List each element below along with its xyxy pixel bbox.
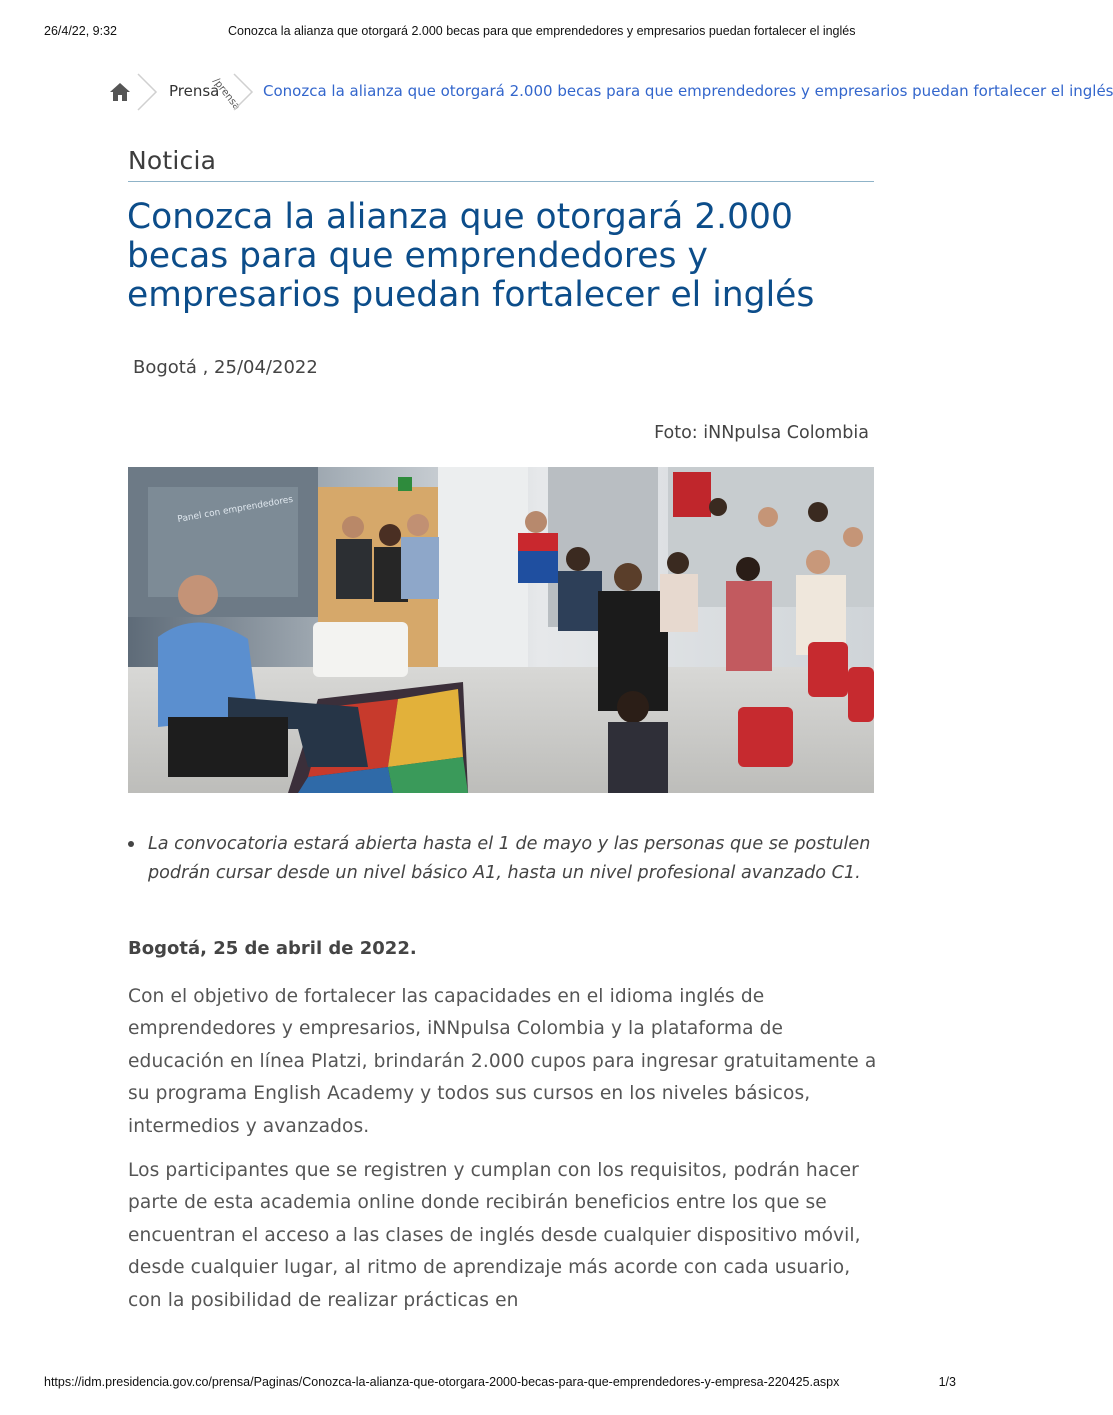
summary-text: La convocatoria estará abierta hasta el 1 de mayo y las personas que se postulen podrán cursar desde un nivel básico A1, hasta un nivel profesional avanzado C1. bbox=[148, 834, 871, 883]
article-lead: Bogotá, 25 de abril de 2022. bbox=[128, 938, 417, 959]
bullet-icon bbox=[128, 841, 134, 847]
article-dateline: Bogotá , 25/04/2022 bbox=[133, 357, 318, 378]
article-paragraph: Los participantes que se registren y cumplan con los requisitos, podrán hacer parte de esta academia online donde recibirán beneficios entre los que se encuentran el acceso a las clases de inglés desde cualquier dispositivo móvil, desde cualquier lugar, al ritmo de aprendizaje más acorde con cada usuario, con la posibilidad de realizar prácticas en bbox=[128, 1160, 861, 1311]
article-summary-list bbox=[128, 830, 874, 887]
print-url: https://idm.presidencia.gov.co/prensa/Paginas/Conozca-la-alianza-que-otorgara-2000-becas-para-que-emprendedores-y-empresa-220425.aspx bbox=[44, 1375, 840, 1389]
slide-text: Panel con emprendedores bbox=[176, 494, 294, 525]
print-page-title: Conozca la alianza que otorgará 2.000 becas para que emprendedores y empresarios puedan fortalecer el inglés bbox=[228, 24, 856, 38]
home-icon[interactable] bbox=[108, 80, 132, 104]
print-footer bbox=[44, 1375, 956, 1393]
article-title: Conozca la alianza que otorgará 2.000 becas para que emprendedores y empresarios puedan fortalecer el inglés bbox=[127, 197, 815, 315]
section-divider bbox=[128, 181, 874, 182]
breadcrumb-link-prensa[interactable]: Prensa bbox=[169, 82, 220, 100]
article-paragraph: Con el objetivo de fortalecer las capacidades en el idioma inglés de emprendedores y empresarios, iNNpulsa Colombia y la plataforma de educación en línea Platzi, brindarán 2.000 cupos para ingresar gratuitamente a su programa English Academy y todos sus cursos en los niveles básicos, intermedios y avanzados. bbox=[128, 986, 877, 1137]
print-datetime: 26/4/22, 9:32 bbox=[44, 24, 117, 38]
breadcrumb bbox=[106, 72, 1113, 113]
article-photo bbox=[128, 467, 874, 793]
list-item bbox=[128, 830, 874, 887]
chevron-right-icon bbox=[136, 72, 158, 112]
chevron-right-icon bbox=[232, 72, 254, 112]
print-page-number: 1/3 bbox=[938, 1375, 956, 1389]
section-label: Noticia bbox=[128, 146, 217, 175]
photo-credit: Foto: iNNpulsa Colombia bbox=[654, 423, 869, 443]
print-header bbox=[44, 24, 956, 42]
breadcrumb-current[interactable]: Conozca la alianza que otorgará 2.000 becas para que emprendedores y empresarios puedan fortalecer el inglés bbox=[263, 82, 1113, 100]
breadcrumb-overflow-text: /prensa bbox=[210, 76, 243, 113]
